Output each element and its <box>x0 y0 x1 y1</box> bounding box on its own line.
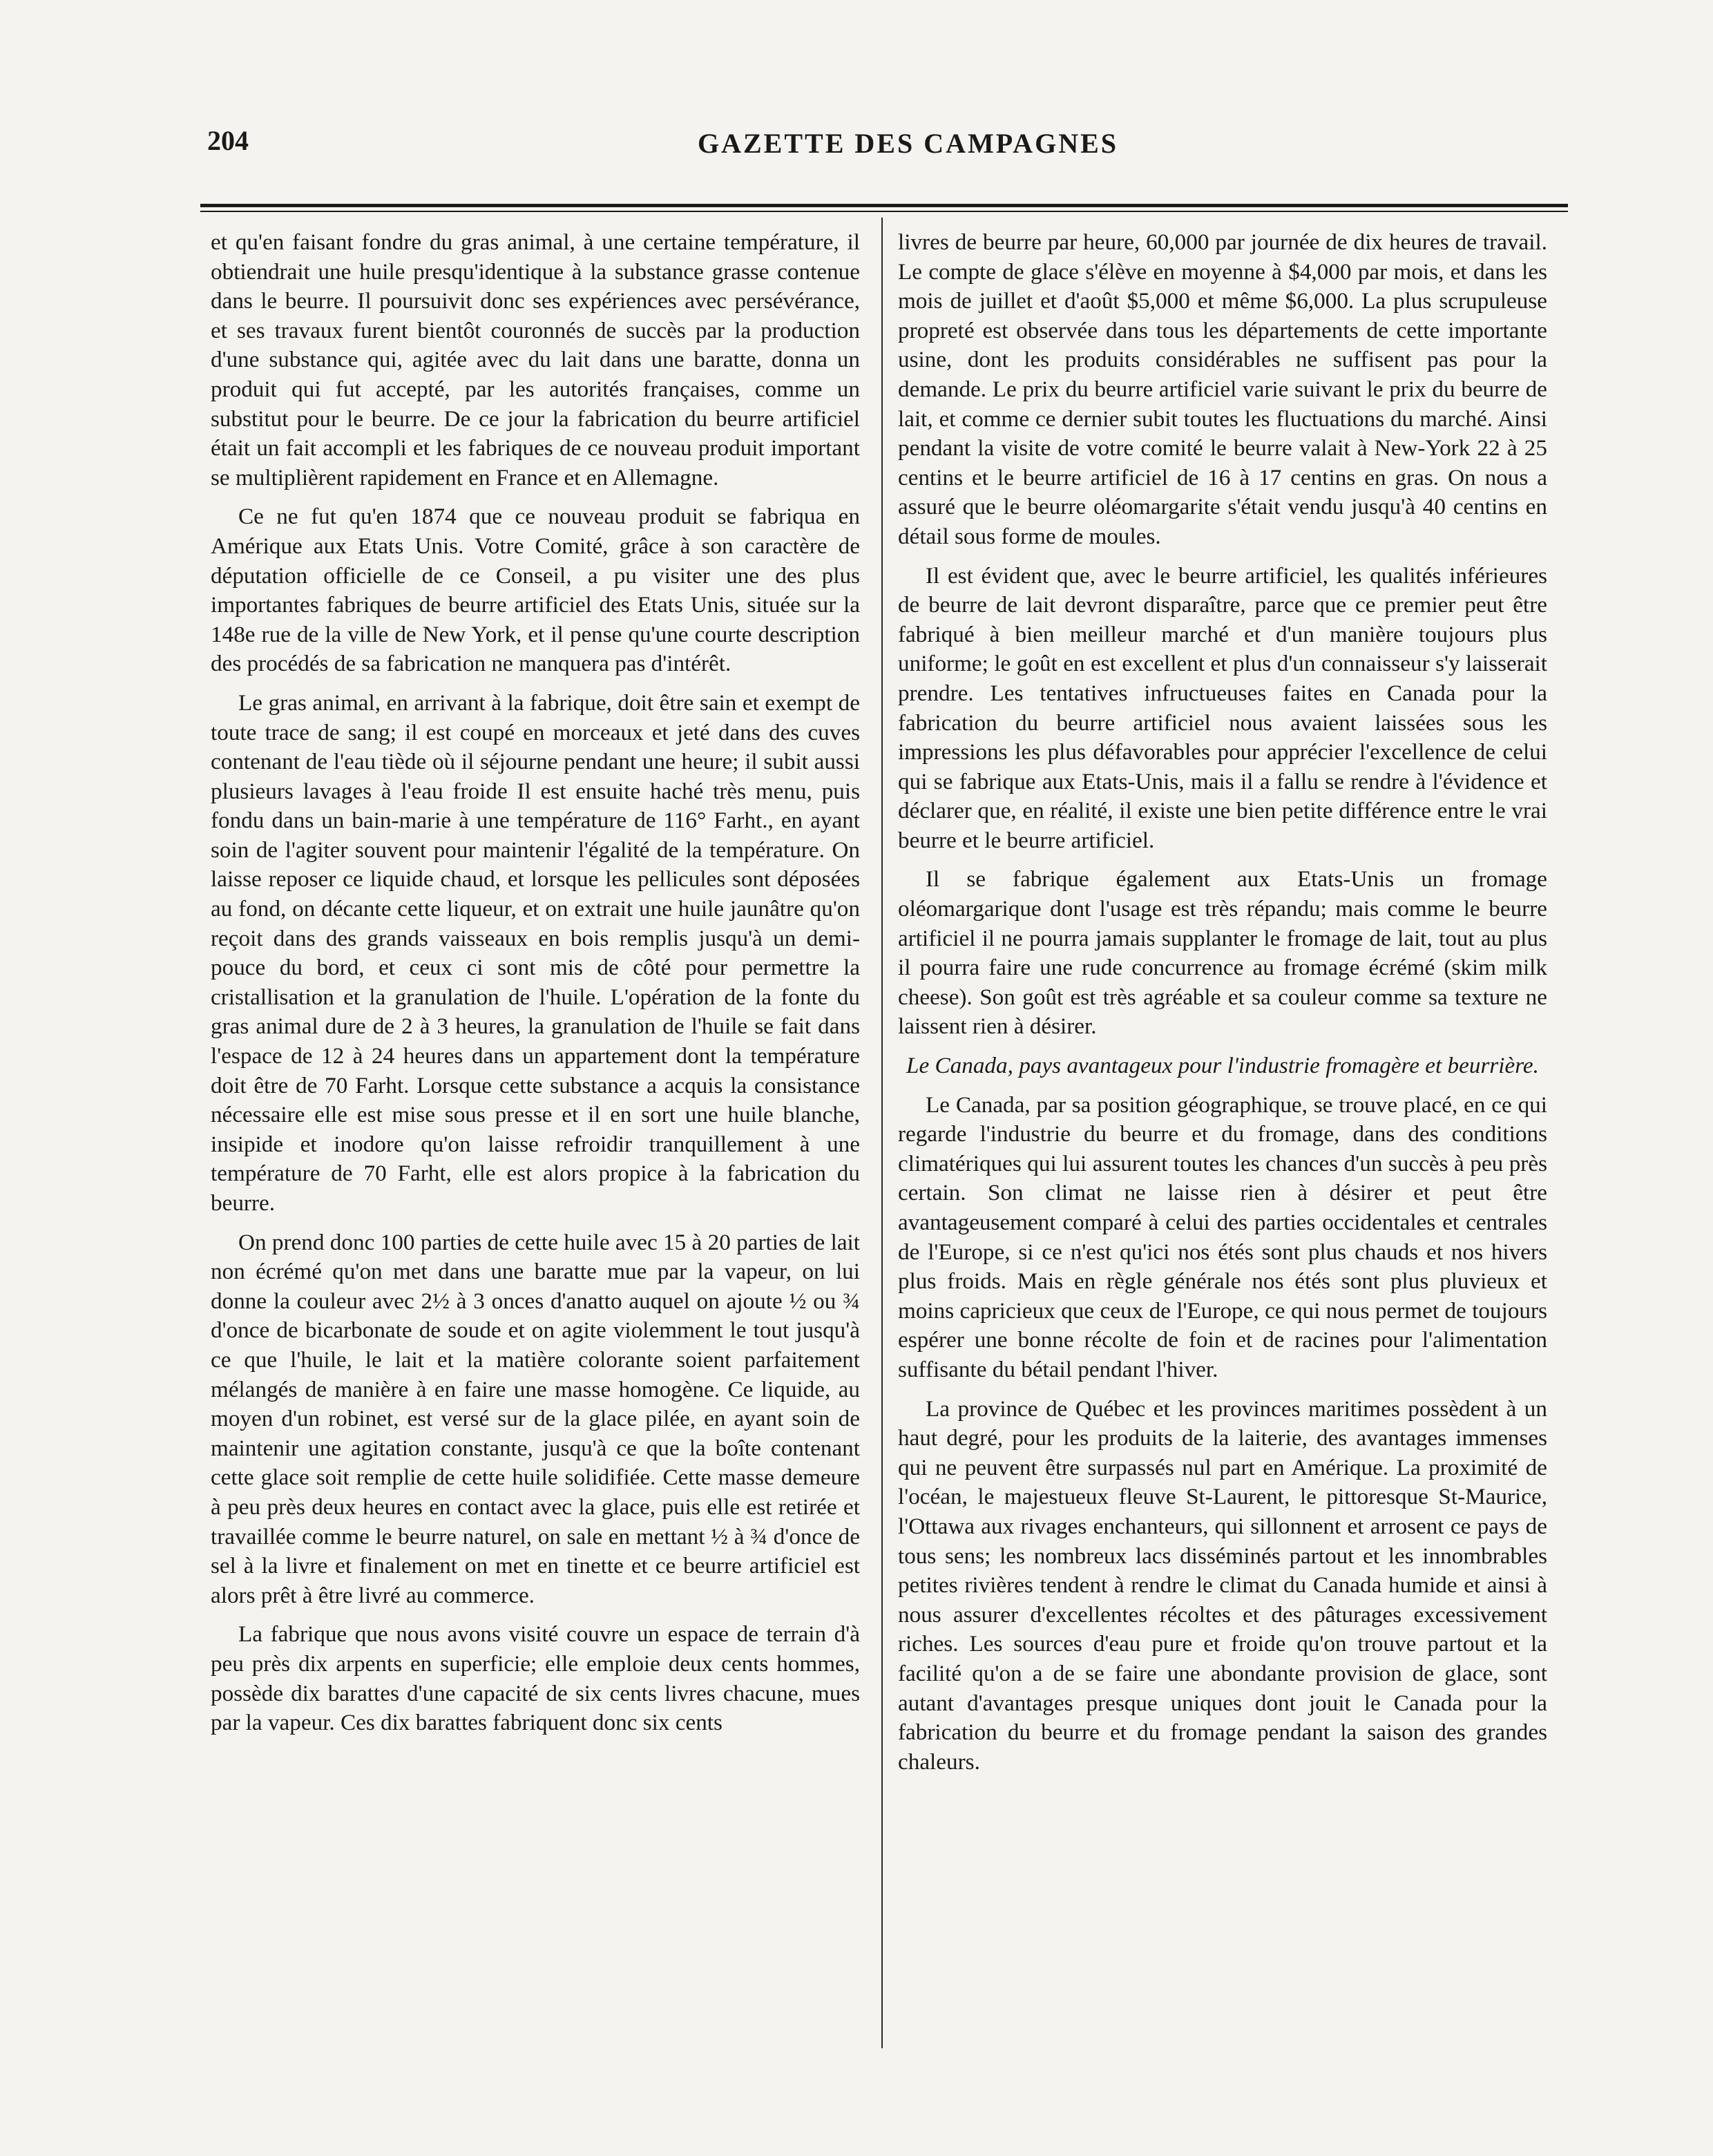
column-divider <box>881 218 883 2048</box>
right-paragraph-4: Le Canada, par sa position géographique, se trouve placé, en ce qui regarde l'industrie du beurre et du fromage, dans des conditions climatériques qui lui assurent toutes les chances d'un succès à peu près certain. Son climat ne laisse rien à désirer et peut être avantageusement comparé à celui des parties occidentales et centrales de l'Europe, si ce n'est qu'ici nos étés sont plus chauds et nos hivers plus froids. Mais en règle générale nos étés sont plus pluvieux et moins capricieux que ceux de l'Europe, ce qui nous permet de toujours espérer une bonne récolte de foin et de racines pour l'alimentation suffisante du bétail pendant l'hiver. <box>898 1091 1547 1382</box>
header-rule-thick <box>200 204 1568 207</box>
left-paragraph-4: On prend donc 100 parties de cette huile avec 15 à 20 parties de lait non écrémé qu'on met dans une baratte mue par la vapeur, on lui donne la couleur avec 2½ à 3 onces d'anatto auquel on ajoute ½ ou ¾ d'once de bicarbonate de soude et on agite violemment le tout jusqu'à ce que l'huile, le lait et la matière colorante soient parfaitement mélangés de manière à en faire une masse homogène. Ce liquide, au moyen d'un robinet, est versé sur de la glace pilée, en ayant soin de maintenir une agitation constante, jusqu'à ce que la boîte contenant cette glace soit remplie de cette huile solidifiée. Cette masse demeure à peu près deux heures en contact avec la glace, puis elle est retirée et travaillée comme le beurre naturel, on sale en mettant ½ à ¾ d'once de sel à la livre et finalement on met en tinette et ce beurre artificiel est alors prêt à être livré au commerce. <box>211 1229 860 1608</box>
right-paragraph-1: livres de beurre par heure, 60,000 par journée de dix heures de travail. Le compte de glace s'élève en moyenne à $4,000 par mois, et dans les mois de juillet et d'août $5,000 et même $6,000. La plus scrupuleuse propreté est observée dans tous les départements de cette importante usine, dont les produits considérables ne suffisent pas pour la demande. Le prix du beurre artificiel varie suivant le prix du beurre de lait, et comme ce dernier subit toutes les fluctuations du marché. Ainsi pendant la visite de votre comité le beurre valait à New-York 22 à 25 centins et le beurre artificiel de 16 à 17 centins en gras. On nous a assuré que le beurre oléomargarite s'était vendu jusqu'à 40 centins en détail sous forme de moules. <box>898 229 1547 549</box>
right-paragraph-2: Il est évident que, avec le beurre artificiel, les qualités inférieures de beurre de lait devront disparaître, parce que ce premier peut être fabriqué à bien meilleur marché et d'un manière toujours plus uniforme; le goût en est excellent et plus d'un connaisseur s'y laisserait prendre. Les tentatives infructueuses faites en Canada pour la fabrication du beurre artificiel nous avaient laissées sous les impressions les plus défavorables pour apprécier l'excellence de celui qui se fabrique aux Etats-Unis, mais il a fallu se rendre à l'évidence et déclarer que, en réalité, il existe une bien petite différence entre le vrai beurre et le beurre artificiel. <box>898 562 1547 853</box>
left-paragraph-1: et qu'en faisant fondre du gras animal, à une certaine température, il obtiendrait une huile presqu'identique à la substance grasse contenue dans le beurre. Il poursuivit donc ses expériences avec persévérance, et ses travaux furent bientôt couronnés de succès par la production d'une substance qui, agitée avec du lait dans une baratte, donna un produit qui fut accepté, par les autorités françaises, comme un substitut pour le beurre. De ce jour la fabrication du beurre artificiel était un fait accompli et les fabriques de ce nouveau produit important se multiplièrent rapidement en France et en Allemagne. <box>211 229 860 490</box>
header-rule-thin <box>200 211 1568 212</box>
running-title: GAZETTE DES CAMPAGNES <box>698 128 1119 159</box>
left-paragraph-3: Le gras animal, en arrivant à la fabrique, doit être sain et exempt de toute trace de sang; il est coupé en morceaux et jeté dans des cuves contenant de l'eau tiède où il séjourne pendant une heure; il subit aussi plusieurs lavages à l'eau froide Il est ensuite haché très menu, puis fondu dans un bain-marie à une température de 116° Farht., en ayant soin de l'agiter souvent pour maintenir l'égalité de la température. On laisse reposer ce liquide chaud, et lorsque les pellicules sont déposées au fond, on décante cette liqueur, et on extrait une huile jaunâtre qu'on reçoit dans des grands vaisseaux en bois remplis jusqu'à un demi-pouce du bord, et ceux ci sont mis de côté pour permettre la cristallisation et la granulation de l'huile. L'opération de la fonte du gras animal dure de 2 à 3 heures, la granulation de l'huile se fait dans l'espace de 12 à 24 heures dans un appartement dont la température doit être de 70 Farht. Lorsque cette substance a acquis la consistance nécessaire elle est mise sous presse et il en sort une huile blanche, insipide et inodore qu'on laisse refroidir tranquillement à une température de 70 Farht, elle est alors propice à la fabrication du beurre. <box>211 689 860 1216</box>
page-header <box>200 117 1568 166</box>
left-paragraph-5: La fabrique que nous avons visité couvre un espace de terrain d'à peu près dix arpents en superficie; elle emploie deux cents hommes, possède dix barattes d'une capacité de six cents livres chacune, mues par la vapeur. Ces dix barattes fabriquent donc six cents <box>211 1621 860 1736</box>
section-heading: Le Canada, pays avantageux pour l'industrie fromagère et beurrière. <box>906 1053 1539 1079</box>
right-column <box>898 228 1547 1786</box>
right-paragraph-5: La province de Québec et les provinces maritimes possèdent à un haut degré, pour les produits de la laiterie, des avantages immenses qui ne peuvent être surpassés nul part en Amérique. La proximité de l'océan, le majestueux fleuve St-Laurent, le pittoresque St-Maurice, l'Ottawa aux rivages enchanteurs, qui sillonnent et arrosent ce pays de tous sens; les nombreux lacs disséminés partout et les innombrables petites rivières tendent à rendre le climat du Canada humide et ainsi à nous assurer d'excellentes récoltes et des pâturages excessivement riches. Les sources d'eau pure et froide qu'on trouve partout et la facilité qu'on a de se faire une abondante provision de glace, sont autant d'avantages presque uniques dont jouit le Canada pour la fabrication du beurre et du fromage pendant la saison des grandes chaleurs. <box>898 1395 1547 1775</box>
right-paragraph-3: Il se fabrique également aux Etats-Unis un fromage oléomargarique dont l'usage est très répandu; mais comme le beurre artificiel il ne pourra jamais supplanter le fromage de lait, tout au plus il pourra faire une rude concurrence au fromage écrémé (skim milk cheese). Son goût est très agréable et sa couleur comme sa texture ne laissent rien à désirer. <box>898 866 1547 1040</box>
left-paragraph-2: Ce ne fut qu'en 1874 que ce nouveau produit se fabriqua en Amérique aux Etats Unis. Votre Comité, grâce à son caractère de députation officielle de ce Conseil, a pu visiter une des plus importantes fabriques de beurre artificiel des Etats Unis, située sur la 148e rue de la ville de New York, et il pense qu'une courte description des procédés de sa fabrication ne manquera pas d'intérêt. <box>211 504 860 677</box>
page-number: 204 <box>207 125 249 156</box>
left-column <box>211 228 860 1748</box>
